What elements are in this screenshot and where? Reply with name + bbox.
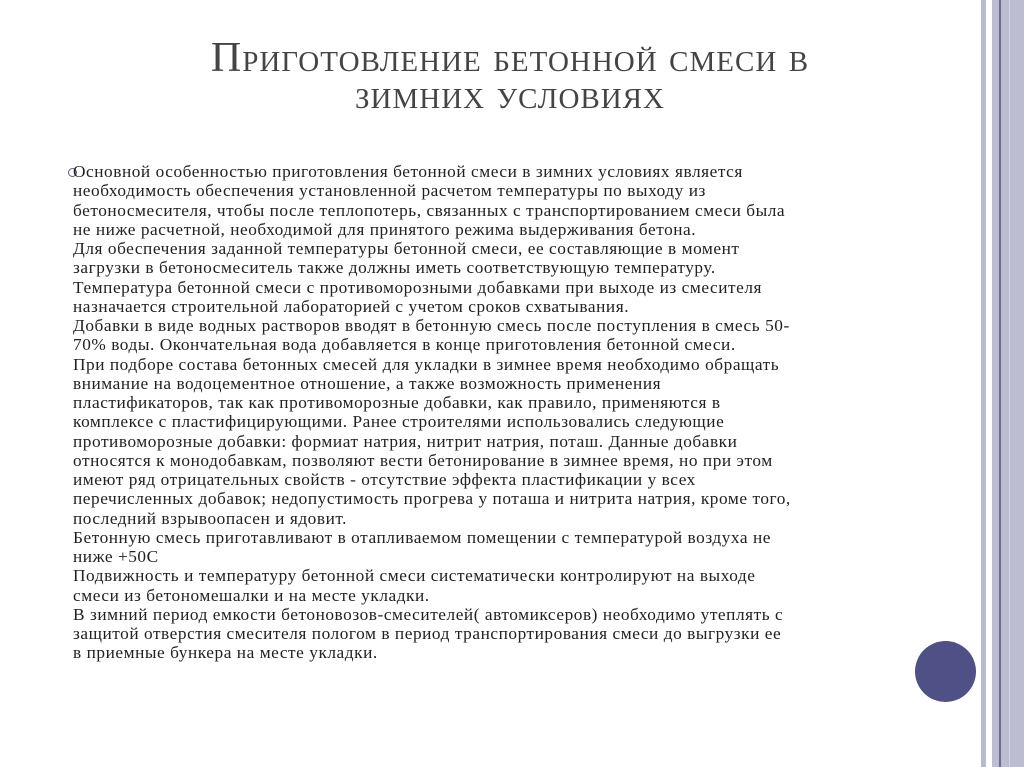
body-line: 70% воды. Окончательная вода добавляется в конце приготовления бетонной смеси. xyxy=(73,335,736,355)
slide-title xyxy=(60,35,960,118)
decor-stripe xyxy=(1009,0,1010,767)
title-line: зимних условиях xyxy=(355,72,665,118)
body-line: Добавки в виде водных растворов вводят в бетонную смесь после поступления в смесь 50- xyxy=(73,316,790,335)
body-line: Бетонную смесь приготавливают в отапливаемом помещении с температурой воздуха не xyxy=(73,527,772,547)
body-line: противоморозные добавки: формиат натрия, нитрит натрия, поташ. Данные добавки xyxy=(73,431,738,451)
body-line: пластификаторов, так как противоморозные добавки, как правило, применяются в xyxy=(73,393,721,412)
slide-body xyxy=(73,162,973,663)
body-line: Основной особенностью приготовления бетонной смеси в зимних условиях является xyxy=(73,162,743,181)
decor-stripe xyxy=(992,0,1024,767)
body-line: Температура бетонной смеси с противоморозными добавками при выходе из смесителя xyxy=(73,277,762,297)
body-line: При подборе состава бетонных смесей для укладки в зимнее время необходимо обращать xyxy=(73,354,780,374)
body-line: имеют ряд отрицательных свойств - отсутствие эффекта пластификации у всех xyxy=(73,470,696,489)
body-line: ниже +50С xyxy=(73,547,159,566)
decor-stripe xyxy=(999,0,1001,767)
body-line: загрузки в бетоносмеситель также должны иметь соответствующую температуру. xyxy=(73,258,716,278)
body-line: не ниже расчетной, необходимой для принятого режима выдерживания бетона. xyxy=(73,219,697,239)
body-line: Для обеспечения заданной температуры бетонной смеси, ее составляющие в момент xyxy=(73,239,740,258)
body-line: перечисленных добавок; недопустимость прогрева у поташа и нитрита натрия, кроме того, xyxy=(73,489,791,509)
body-line: В зимний период емкости бетоновозов-смесителей( автомиксеров) необходимо утеплять с xyxy=(73,604,784,624)
body-line: комплексе с пластифицирующими. Ранее строителями использовались следующие xyxy=(73,412,725,432)
body-line: защитой отверстия смесителя пологом в период транспортирования смеси до выгрузки ее xyxy=(73,624,782,643)
body-line: последний взрывоопасен и ядовит. xyxy=(73,508,348,528)
decor-circle xyxy=(915,641,976,702)
body-line: бетоносмесителя, чтобы после теплопотерь, связанных с транспортированием смеси была xyxy=(73,200,786,220)
decor-stripe xyxy=(981,0,986,767)
body-line: внимание на водоцементное отношение, а также возможность применения xyxy=(73,373,662,393)
body-line: Подвижность и температуру бетонной смеси систематически контролируют на выходе xyxy=(73,566,756,586)
body-line: смеси из бетономешалки и на месте укладки. xyxy=(73,585,430,605)
title-line: Приготовление бетонной смеси в xyxy=(210,35,810,81)
body-line: назначается строительной лабораторией с учетом сроков схватывания. xyxy=(73,296,630,316)
body-line: в приемные бункера на месте укладки. xyxy=(73,643,378,663)
body-line: относятся к монодобавкам, позволяют вести бетонирование в зимнее время, но при этом xyxy=(73,450,773,470)
body-line: необходимость обеспечения установленной расчетом температуры по выходу из xyxy=(73,181,706,201)
